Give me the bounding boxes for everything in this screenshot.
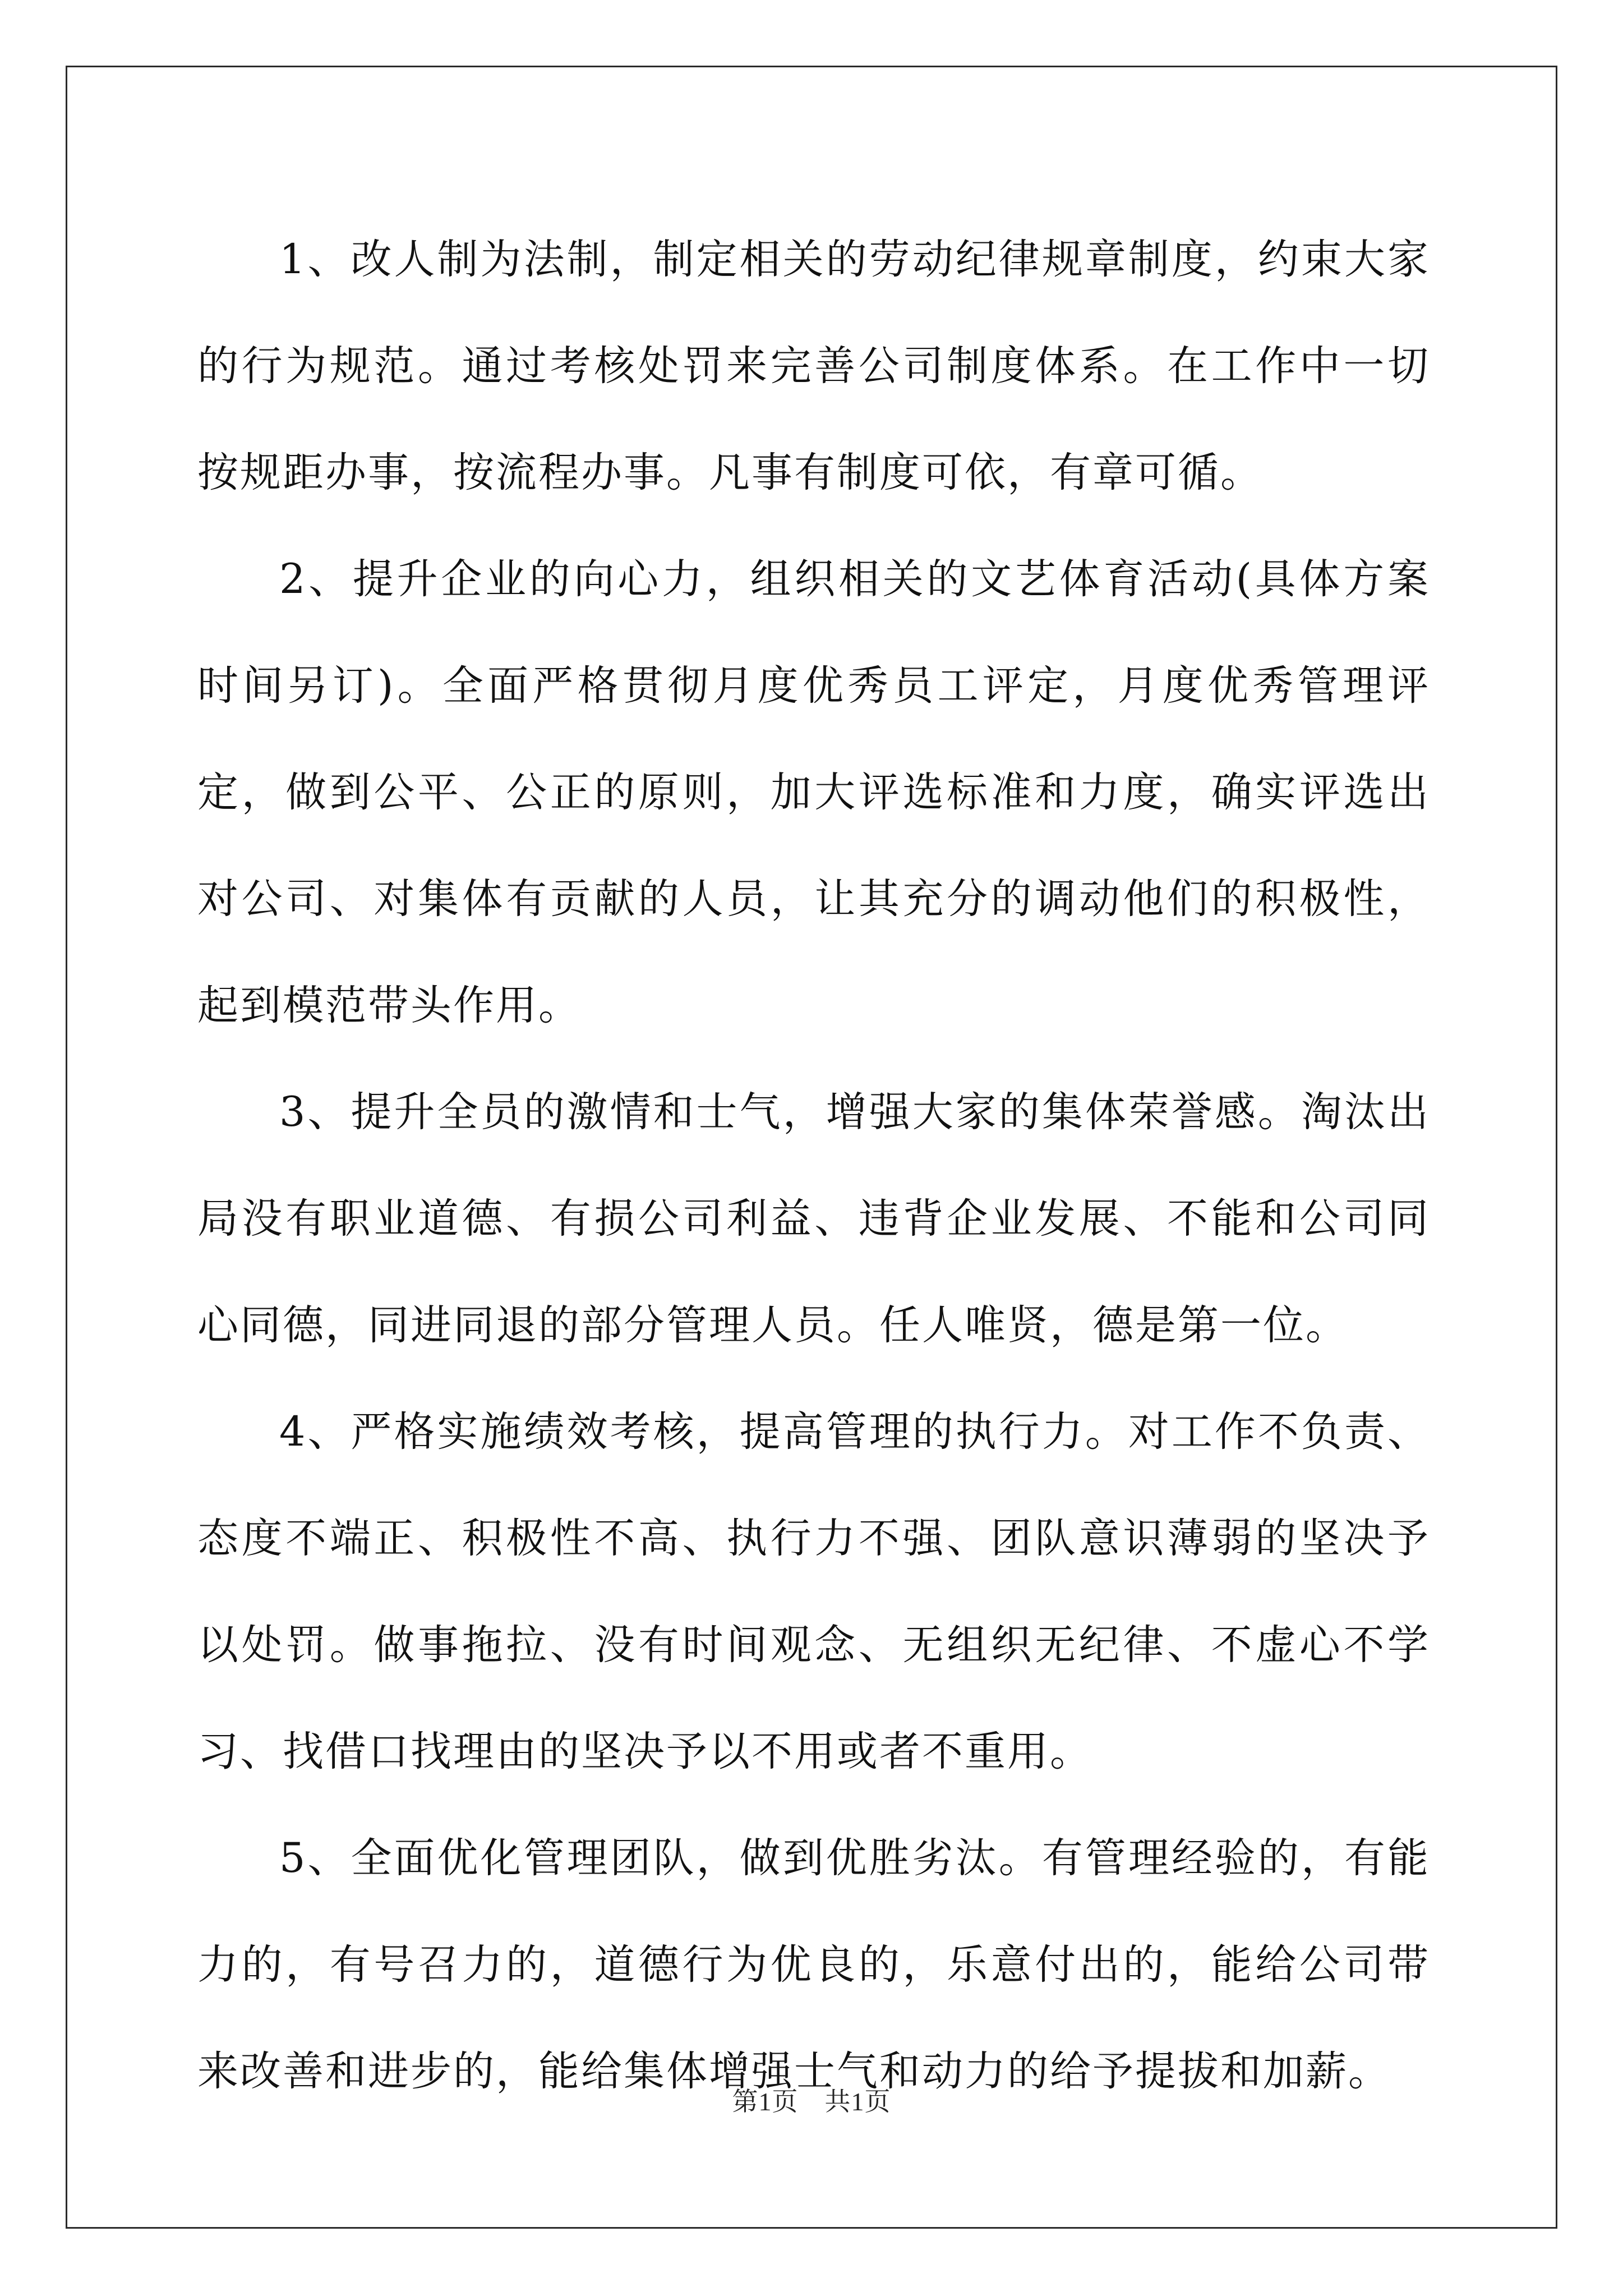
paragraph-5: 5、全面优化管理团队，做到优胜劣汰。有管理经验的，有能力的，有号召力的，道德行为优良的，乐意付出的，能给公司带来改善和进步的，能给集体增强士气和动力的给予提拔和加薪。 <box>197 1834 1430 2095</box>
paragraph-2: 2、提升企业的向心力，组织相关的文艺体育活动(具体方案时间另订)。全面严格贯彻月度优秀员工评定，月度优秀管理评定，做到公平、公正的原则，加大评选标准和力度，确实评选出对公司、对集体有贡献的人员，让其充分的调动他们的积极性，起到模范带头作用。 <box>197 555 1430 1029</box>
document-body <box>197 206 1430 2125</box>
paragraph-3: 3、提升全员的激情和士气，增强大家的集体荣誉感。淘汰出局没有职业道德、有损公司利益、违背企业发展、不能和公司同心同德，同进同退的部分管理人员。任人唯贤，德是第一位。 <box>197 1088 1430 1349</box>
paragraph-1: 1、改人制为法制，制定相关的劳动纪律规章制度，约束大家的行为规范。通过考核处罚来完善公司制度体系。在工作中一切按规距办事，按流程办事。凡事有制度可依，有章可循。 <box>197 236 1430 496</box>
page-number-footer: 第1页 共1页 <box>732 2087 891 2116</box>
paragraph-4: 4、严格实施绩效考核，提高管理的执行力。对工作不负责、态度不端正、积极性不高、执行力不强、团队意识薄弱的坚决予以处罚。做事拖拉、没有时间观念、无组织无纪律、不虚心不学习、找借口找理由的坚决予以不用或者不重用。 <box>197 1408 1430 1775</box>
